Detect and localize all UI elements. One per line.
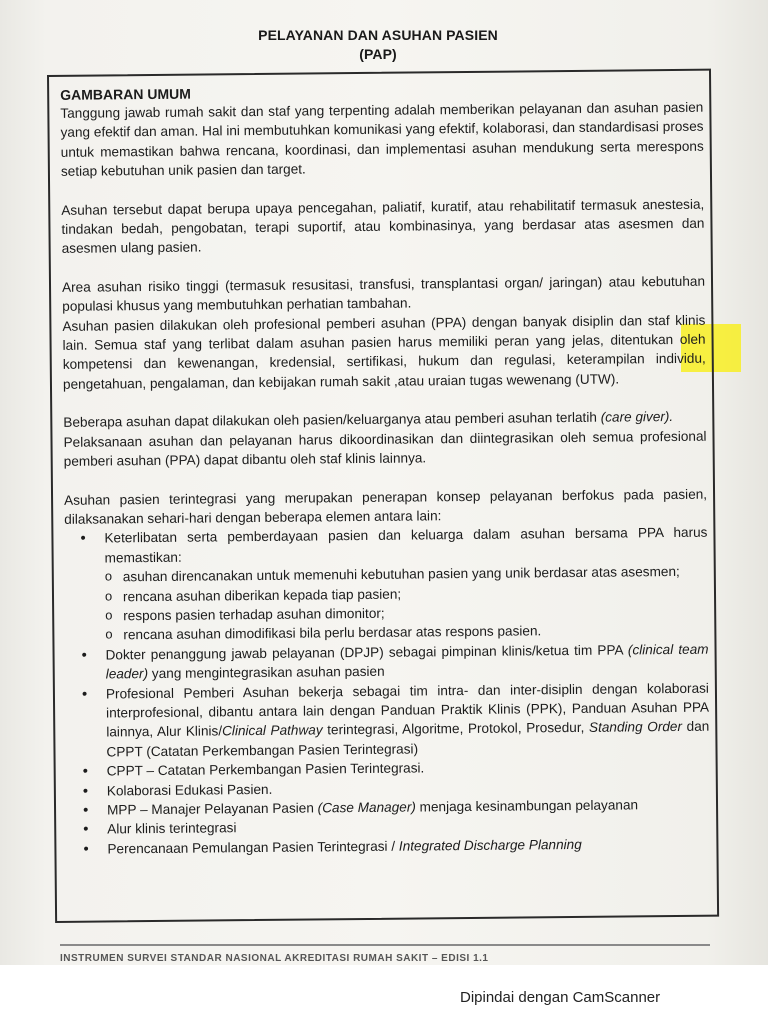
scanner-watermark: Dipindai dengan CamScanner	[460, 989, 661, 1006]
list-item	[106, 678, 710, 761]
mpp-text-end: menjaga kesinambungan pelayanan	[415, 797, 639, 815]
paragraph-coordination: Pelaksanaan asuhan dan pelayanan harus dikoordinasikan dan diintegrasikan oleh semua profesional pemberi asuhan (PPA) dapat dibantu oleh staf klinis lainnya.	[63, 428, 707, 469]
sub-list-item: o rencana asuhan dimodifikasi bila perlu berdasar atas respons pasien.	[123, 620, 708, 645]
bullet-engagement: Keterlibatan serta pemberdayaan pasien dan keluarga dalam asuhan bersama PPA harus memastikan:	[104, 524, 708, 566]
ppa-italic-2: Standing Order	[588, 719, 683, 736]
paragraph-integrated: Asuhan pasien terintegrasi yang merupakan penerapan konsep pelayanan berfokus pada pasien, dilaksanakan sehari-hari dengan beberapa elemen antara lain:	[64, 486, 708, 527]
paragraph-care-types: Asuhan tersebut dapat berupa upaya pencegahan, paliatif, kuratif, atau rehabilitatif termasuk anestesia, tindakan bedah, pengobatan, terapi suportif, atau kombinasinya, yang berdasar atas asesmen dan asesmen ulang pasien.	[61, 196, 705, 257]
discharge-italic: Integrated Discharge Planning	[398, 836, 582, 854]
paragraph-ppa: Asuhan pasien dilakukan oleh profesional pemberi asuhan (PPA) dengan banyak disiplin dan staf klinis lain. Semua staf yang terlibat dalam asuhan pasien harus memiliki peran yang jelas, ditentukan oleh kompetensi dan kewenangan, kredensial, sertifikasi, hukum dan regulasi, keterampilan individu, pengetahuan, pengalaman, dan kebijakan rumah sakit ,atau uraian tugas wewenang (UTW).	[62, 312, 706, 392]
list-item	[105, 639, 708, 684]
content-box	[47, 69, 719, 923]
mpp-italic: (Case Manager)	[317, 799, 416, 816]
dpjp-italic: (clinical team leader)	[105, 641, 709, 682]
section-heading: GAMBARAN UMUM	[60, 85, 191, 103]
paragraph-high-risk: Area asuhan risiko tinggi (termasuk resusitasi, transfusi, transplantasi organ/ jaringan) atau kebutuhan populasi khusus yang membutuhkan perhatian tambahan.	[61, 273, 706, 315]
mpp-text: MPP – Manajer Pelayanan Pasien	[106, 800, 318, 818]
list-item: • CPPT – Catatan Perkembangan Pasien Terintegrasi.	[107, 756, 710, 781]
dpjp-text: Dokter penanggung jawab pelayanan (DPJP) sebagai pimpinan klinis/ketua tim PPA	[105, 642, 623, 663]
list-item: • Kolaborasi Edukasi Pasien.	[107, 775, 710, 800]
discharge-text: Perencanaan Pemulangan Pasien Terintegrasi /	[107, 838, 399, 857]
caregiver-italic: (care giver).	[600, 409, 674, 425]
sub-list	[105, 562, 709, 645]
ppa-italic: Clinical Pathway	[222, 722, 323, 739]
document-subtitle: (PAP)	[359, 46, 397, 62]
list-item	[104, 523, 708, 645]
ppa-text: Profesional Pemberi Asuhan bekerja sebagai tim intra- dan inter-disiplin dengan kolaborasi interprofesional, dibantu antara lain dengan Panduan Praktik Klinis (PPK), Panduan Asuhan PPA lainnya, Alur Klinis/	[105, 680, 710, 740]
ppa-text-end: dan CPPT (Catatan Perkembangan Pasien Terintegrasi)	[106, 719, 710, 760]
sub-list-item: o respons pasien terhadap asuhan dimonitor;	[123, 601, 708, 626]
document-title: PELAYANAN DAN ASUHAN PASIEN	[258, 27, 498, 43]
list-item: • Alur klinis terintegrasi	[107, 814, 710, 839]
sub-list-item: o rencana asuhan diberikan kepada tiap pasien;	[123, 581, 708, 606]
footer-divider	[60, 944, 710, 946]
dpjp-text-end: yang mengintegrasikan asuhan pasien	[148, 663, 385, 682]
sub-list-item: o asuhan direncanakan untuk memenuhi kebutuhan pasien yang unik berdasar atas asesmen;	[123, 562, 708, 587]
page-footer: INSTRUMEN SURVEI STANDAR NASIONAL AKREDITASI RUMAH SAKIT – EDISI 1.1	[60, 953, 489, 964]
ppa-text-mid: terintegrasi, Algoritme, Protokol, Prosedur,	[322, 720, 590, 738]
caregiver-text: Beberapa asuhan dapat dilakukan oleh pasien/keluarganya atau pemberi asuhan terlatih	[63, 410, 597, 431]
paragraph-intro: Tanggung jawab rumah sakit dan staf yang terpenting adalah memberikan pelayanan dan asuhan pasien yang efektif dan aman. Hal ini membutuhkan komunikasi yang efektif, kolaborasi, dan standardisasi proses untuk memastikan bahwa rencana, koordinasi, dan implementasi asuhan mendukung serta merespons setiap kebutuhan unik pasien dan target.	[60, 99, 704, 180]
elements-list	[64, 523, 710, 859]
